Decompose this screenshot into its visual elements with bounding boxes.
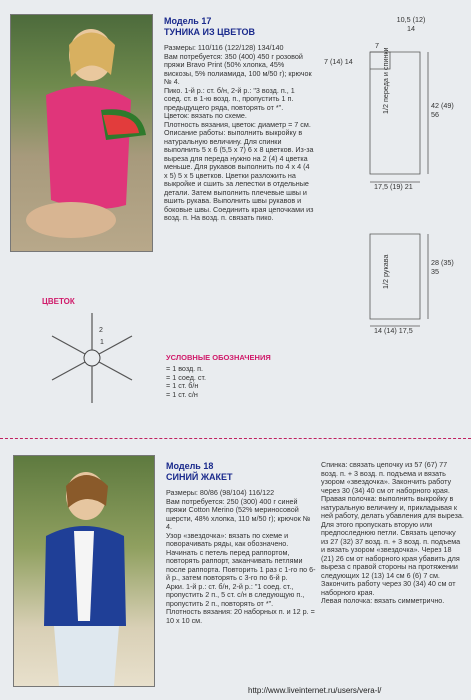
model18-materials: Вам потребуется: 250 (300) 400 г синей пряжи Cotton Merino (52% мериносовой шерсти, 48% хлопка, 110 м/50 г); крючок № 4. — [166, 496, 311, 531]
model18-sizes: Размеры: 80/86 (98/104) 116/122 — [166, 488, 275, 497]
dim-top: 10,5 (12) 14 — [396, 15, 426, 33]
dim-neck-height: 7 (14) 14 — [324, 57, 353, 66]
model17-materials: Вам потребуется: 350 (400) 450 г розовой пряжи Bravo Print (50% хлопка, 45% вискозы, 5% полиамида, 100 м/50 г); крючок № 4. — [164, 51, 312, 86]
section-divider — [0, 438, 471, 439]
model17-flower: Цветок: вязать по схеме. — [164, 111, 247, 120]
schema-body-label: 1/2 переда и спинки — [381, 47, 390, 114]
girl-watermelon-photo — [10, 14, 153, 252]
model17-pico: Пико. 1-й р.: ст. б/н, 2-й р.: "3 возд. п., 1 соед. ст. в 1-ю возд. п., пропустить 1 п. предыдущего ряда, повторять от *". — [164, 85, 295, 112]
flower-label: ЦВЕТОК — [42, 297, 75, 306]
legend-item: = 1 соед. ст. — [166, 372, 206, 382]
model17-sizes: Размеры: 110/116 (122/128) 134/140 — [164, 43, 284, 52]
model18-right-front: Правая полочка: выполнить выкройку в натуральную величину и, прикладывая к ней работу, делать убавления для выреза. Для этого пропускать вторую или предпоследнюю петли. Связать цепочку из 27 (32) 37 возд. п. + 3 возд. п. подъема и вязать узором «звездочка». Через 18 (21) 26 см от наборного края убавить для выреза с правой стороны на протяжении следующих 12 (13) 14 см 6 (6) 7 см. Закончить работу через 30 (34) 40 см от наборного края. — [321, 494, 464, 597]
dim-sleeve-width: 14 (14) 17,5 — [374, 326, 413, 335]
dim-body-height: 42 (49) 56 — [431, 101, 454, 119]
schema-sleeve-label: 1/2 рукава — [381, 254, 390, 289]
model18-left-front: Левая полочка: вязать симметрично. — [321, 596, 445, 605]
flower-chart — [42, 308, 142, 408]
model18-arch: Арки. 1-й р.: ст. б/н, 2-й р.: "1 соед. ст., пропустить 2 п., 5 ст. с/н в следующую п., пропустить 2 п., повторять от *". — [166, 581, 305, 608]
model17-description: Описание работы: выполнить выкройку в натуральную величину. Для спинки выполнить 5 х 6 (5,5 х 7) 6 х 8 цветков. Из-за выреза для переда нужно на 2 (4) 4 цветка меньше. Для рукавов выполнить по 4 х 4 (4 х 5) 5 х 5 цветков. Цветки разложить на выкройке и сшить за лепестки в отдельные детали. Затем выполнить плечевые швы и вшить рукава. Выполнить швы рукавов и боковые швы. Соединить края цепочками из возд. п. На возд. п. связать пико. — [164, 128, 314, 222]
dim-sleeve-height: 28 (35) 35 — [431, 258, 454, 276]
legend-item: = 1 ст. б/н — [166, 381, 199, 390]
legend-item: = 1 ст. с/н — [166, 389, 198, 399]
footer-url[interactable]: http://www.liveinternet.ru/users/vera-l/ — [248, 686, 382, 695]
legend-title: УСЛОВНЫЕ ОБОЗНАЧЕНИЯ — [166, 353, 271, 362]
model17-subtitle: ТУНИКА ИЗ ЦВЕТОВ — [164, 27, 256, 37]
model17-density: Плотность вязания, цветок: диаметр = 7 см. — [164, 119, 311, 129]
model18-density: Плотность вязания: 20 наборных п. и 12 р. = 10 х 10 см. — [166, 607, 315, 625]
svg-text:2: 2 — [99, 327, 103, 334]
svg-text:1: 1 — [100, 339, 104, 346]
model18-subtitle: СИНИЙ ЖАКЕТ — [166, 472, 233, 482]
dim-neck-width: 7 — [375, 41, 379, 50]
dim-body-width: 17,5 (19) 21 — [374, 182, 413, 191]
model17-title: Модель 17 — [164, 16, 212, 26]
model18-back: Спинка: связать цепочку из 57 (67) 77 возд. п. + 3 возд. п. подъема и вязать узором «звездочка». Закончить работу через 30 (34) 40 см от наборного края. — [321, 460, 452, 495]
girl-jacket-photo — [13, 455, 155, 687]
legend-item: = 1 возд. п. — [166, 364, 204, 373]
model18-pattern: Узор «звездочка»: вязать по схеме и поворачивать ряды, как обозначено. Начинать с петель перед раппортом, повторять раппорт, заканчивать петлями после раппорта. Повторить 1 раз с 1-го по 6-й р., затем повторять с 3-го по 6-й р. — [166, 530, 316, 582]
pattern-schema — [320, 14, 465, 359]
model18-title: Модель 18 — [166, 461, 214, 471]
